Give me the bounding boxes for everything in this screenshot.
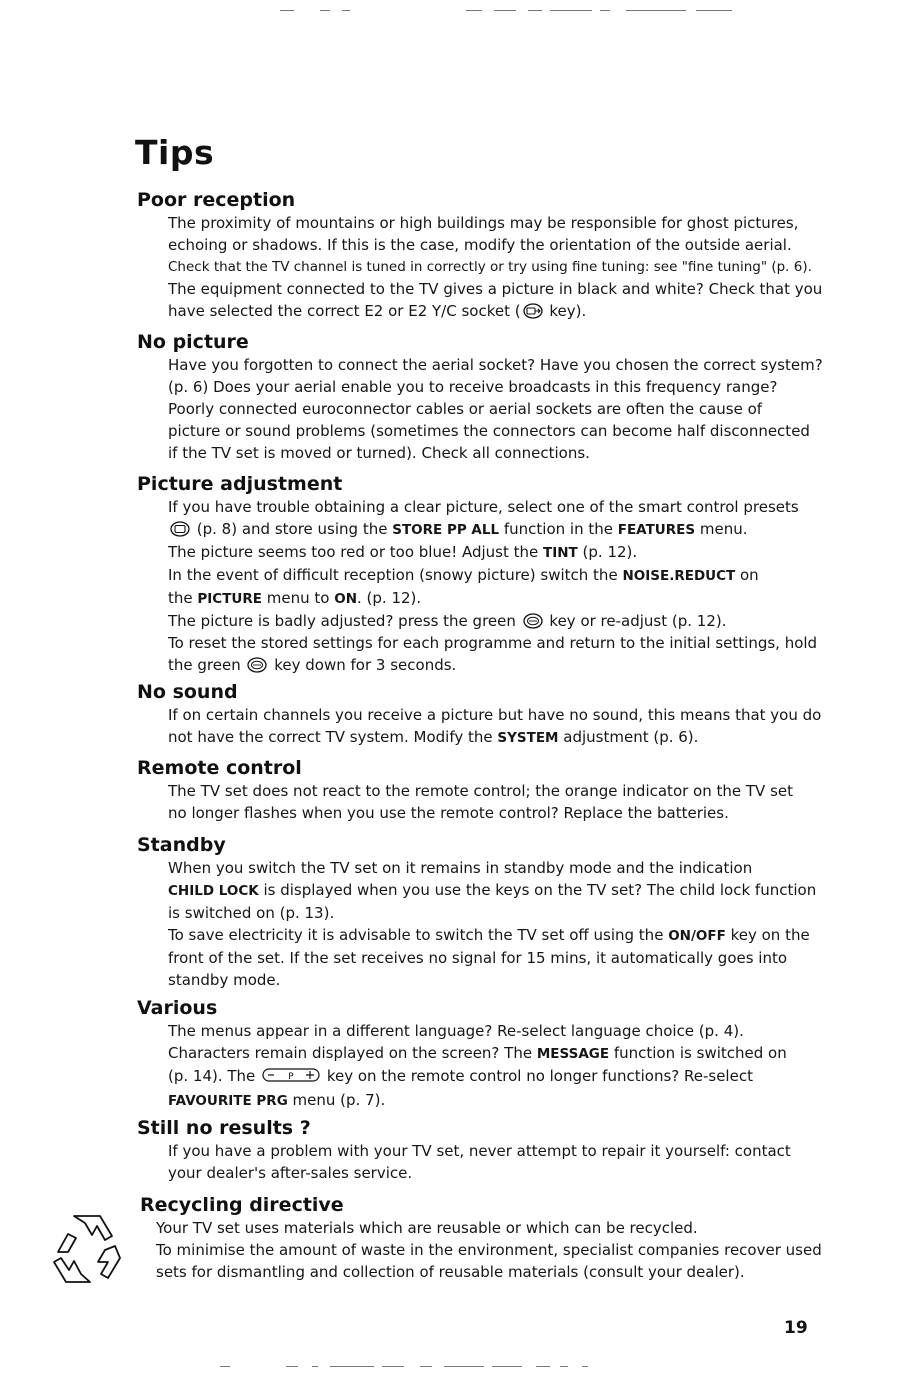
text-run: (p. 8) and store using the bbox=[192, 520, 393, 538]
section-heading: Still no results ? bbox=[137, 1117, 311, 1139]
text-run: is displayed when you use the keys on the TV set? The child lock function bbox=[258, 881, 817, 899]
menu-term: PICTURE bbox=[197, 591, 263, 607]
text-run: (p. 12). bbox=[577, 543, 638, 561]
program-plus-minus-key-icon bbox=[262, 1067, 320, 1089]
text-line bbox=[168, 541, 837, 564]
section-no-picture bbox=[137, 330, 837, 464]
text-line: Your TV set uses materials which are reusable or which can be recycled. bbox=[156, 1219, 698, 1237]
menu-term: STORE PP ALL bbox=[392, 522, 500, 538]
text-run: menu (p. 7). bbox=[287, 1091, 386, 1109]
recycle-icon bbox=[52, 1210, 122, 1286]
text-line bbox=[168, 300, 837, 322]
page-number: 19 bbox=[784, 1318, 808, 1338]
menu-term: ON/OFF bbox=[668, 928, 726, 944]
text-line bbox=[168, 879, 837, 902]
text-line: Poorly connected euroconnector cables or aerial sockets are often the cause of bbox=[168, 400, 763, 418]
text-line: standby mode. bbox=[168, 971, 281, 989]
text-line bbox=[168, 610, 837, 632]
section-heading: Standby bbox=[137, 834, 226, 856]
text-run: (p. 14). The bbox=[168, 1067, 261, 1085]
text-line: The proximity of mountains or high buildings may be responsible for ghost pictures, bbox=[168, 214, 799, 232]
text-run: . (p. 12). bbox=[357, 589, 422, 607]
menu-term: MESSAGE bbox=[536, 1046, 610, 1062]
text-run: not have the correct TV system. Modify the bbox=[168, 728, 498, 746]
text-line: The equipment connected to the TV gives a picture in black and white? Check that you bbox=[168, 280, 823, 298]
section-heading: Poor reception bbox=[137, 189, 296, 211]
scan-noise-bottom bbox=[220, 1366, 600, 1370]
text-run: The picture is badly adjusted? press the green bbox=[168, 612, 521, 630]
menu-term: SYSTEM bbox=[497, 730, 559, 746]
text-run: on bbox=[735, 566, 759, 584]
section-body bbox=[156, 1217, 840, 1283]
text-run: The picture seems too red or too blue! Adjust the bbox=[168, 543, 544, 561]
text-run: In the event of difficult reception (snowy picture) switch the bbox=[168, 566, 623, 584]
section-picture-adjustment bbox=[137, 472, 837, 676]
text-line: is switched on (p. 13). bbox=[168, 904, 335, 922]
section-poor-reception bbox=[137, 188, 837, 322]
text-line: If you have a problem with your TV set, never attempt to repair it yourself: contact bbox=[168, 1142, 791, 1160]
section-body bbox=[168, 1020, 837, 1112]
text-run: To save electricity it is advisable to switch the TV set off using the bbox=[168, 926, 669, 944]
text-line bbox=[168, 564, 837, 587]
text-line: To minimise the amount of waste in the environment, specialist companies recover used bbox=[156, 1241, 822, 1259]
section-recycling bbox=[140, 1193, 840, 1283]
text-run: have selected the correct E2 or E2 Y/C socket ( bbox=[168, 302, 521, 320]
menu-term: FAVOURITE PRG bbox=[168, 1093, 288, 1109]
menu-term: CHILD LOCK bbox=[168, 883, 259, 899]
page-title: Tips bbox=[135, 133, 215, 172]
text-line: sets for dismantling and collection of reusable materials (consult your dealer). bbox=[156, 1263, 745, 1281]
menu-term: ON bbox=[334, 591, 358, 607]
section-standby bbox=[137, 833, 837, 991]
text-line: To reset the stored settings for each programme and return to the initial settings, hold bbox=[168, 634, 818, 652]
section-heading: No picture bbox=[137, 331, 249, 353]
menu-term: FEATURES bbox=[617, 522, 696, 538]
program-key-label: P bbox=[288, 1072, 294, 1082]
text-line: If you have trouble obtaining a clear picture, select one of the smart control presets bbox=[168, 498, 799, 516]
text-line: The menus appear in a different language? Re-select language choice (p. 4). bbox=[168, 1022, 744, 1040]
text-run: key). bbox=[544, 302, 587, 320]
section-heading: Picture adjustment bbox=[137, 473, 343, 495]
section-body bbox=[168, 496, 837, 676]
text-line bbox=[168, 726, 837, 749]
text-line: if the TV set is moved or turned). Check all connections. bbox=[168, 444, 590, 462]
text-line: echoing or shadows. If this is the case, modify the orientation of the outside aerial. bbox=[168, 236, 792, 254]
text-line: Have you forgotten to connect the aerial socket? Have you chosen the correct system? bbox=[168, 356, 823, 374]
text-run: the bbox=[168, 589, 198, 607]
section-body bbox=[168, 212, 837, 322]
text-line: front of the set. If the set receives no signal for 15 mins, it automatically goes into bbox=[168, 949, 788, 967]
text-line: no longer flashes when you use the remote control? Replace the batteries. bbox=[168, 804, 729, 822]
text-run: function is switched on bbox=[609, 1044, 787, 1062]
text-line: The TV set does not react to the remote control; the orange indicator on the TV set bbox=[168, 782, 794, 800]
section-body bbox=[168, 857, 837, 991]
section-body bbox=[168, 780, 837, 824]
text-line: When you switch the TV set on it remains in standby mode and the indication bbox=[168, 859, 753, 877]
green-key-icon bbox=[523, 613, 543, 629]
text-line bbox=[168, 1065, 837, 1089]
smart-picture-key-icon bbox=[170, 521, 190, 537]
section-heading: Remote control bbox=[137, 757, 302, 779]
menu-term: NOISE.REDUCT bbox=[622, 568, 736, 584]
text-run: key on the bbox=[725, 926, 810, 944]
text-run: key down for 3 seconds. bbox=[269, 656, 457, 674]
section-body bbox=[168, 354, 837, 464]
text-run: menu to bbox=[262, 589, 335, 607]
text-run: the green bbox=[168, 656, 246, 674]
text-run: key or re-adjust (p. 12). bbox=[544, 612, 727, 630]
text-run: Characters remain displayed on the screen? The bbox=[168, 1044, 537, 1062]
text-line: your dealer's after-sales service. bbox=[168, 1164, 413, 1182]
section-still-no-results bbox=[137, 1116, 837, 1184]
text-run: menu. bbox=[695, 520, 748, 538]
menu-term: TINT bbox=[543, 545, 578, 561]
section-no-sound bbox=[137, 680, 837, 749]
green-key-icon bbox=[247, 657, 267, 673]
text-line bbox=[168, 924, 837, 947]
section-various bbox=[137, 996, 837, 1112]
section-body bbox=[168, 704, 837, 749]
text-line: If on certain channels you receive a picture but have no sound, this means that you do bbox=[168, 706, 822, 724]
text-line: picture or sound problems (sometimes the connectors can become half disconnected bbox=[168, 422, 810, 440]
text-run: adjustment (p. 6). bbox=[558, 728, 699, 746]
text-line bbox=[168, 654, 837, 676]
text-line bbox=[168, 518, 837, 541]
text-run: key on the remote control no longer functions? Re-select bbox=[322, 1067, 753, 1085]
text-line bbox=[168, 587, 837, 610]
text-line bbox=[168, 1089, 837, 1112]
scan-noise-top bbox=[280, 10, 740, 14]
section-heading: No sound bbox=[137, 681, 238, 703]
text-run: function in the bbox=[499, 520, 618, 538]
section-remote-control bbox=[137, 756, 837, 824]
section-heading: Various bbox=[137, 997, 218, 1019]
text-line: Check that the TV channel is tuned in correctly or try using fine tuning: see "fine tuning" (p. 6). bbox=[168, 259, 812, 275]
section-heading: Recycling directive bbox=[140, 1194, 344, 1216]
text-line bbox=[168, 1042, 837, 1065]
section-body bbox=[168, 1140, 837, 1184]
av-source-key-icon bbox=[523, 303, 543, 319]
text-line: (p. 6) Does your aerial enable you to receive broadcasts in this frequency range? bbox=[168, 378, 778, 396]
